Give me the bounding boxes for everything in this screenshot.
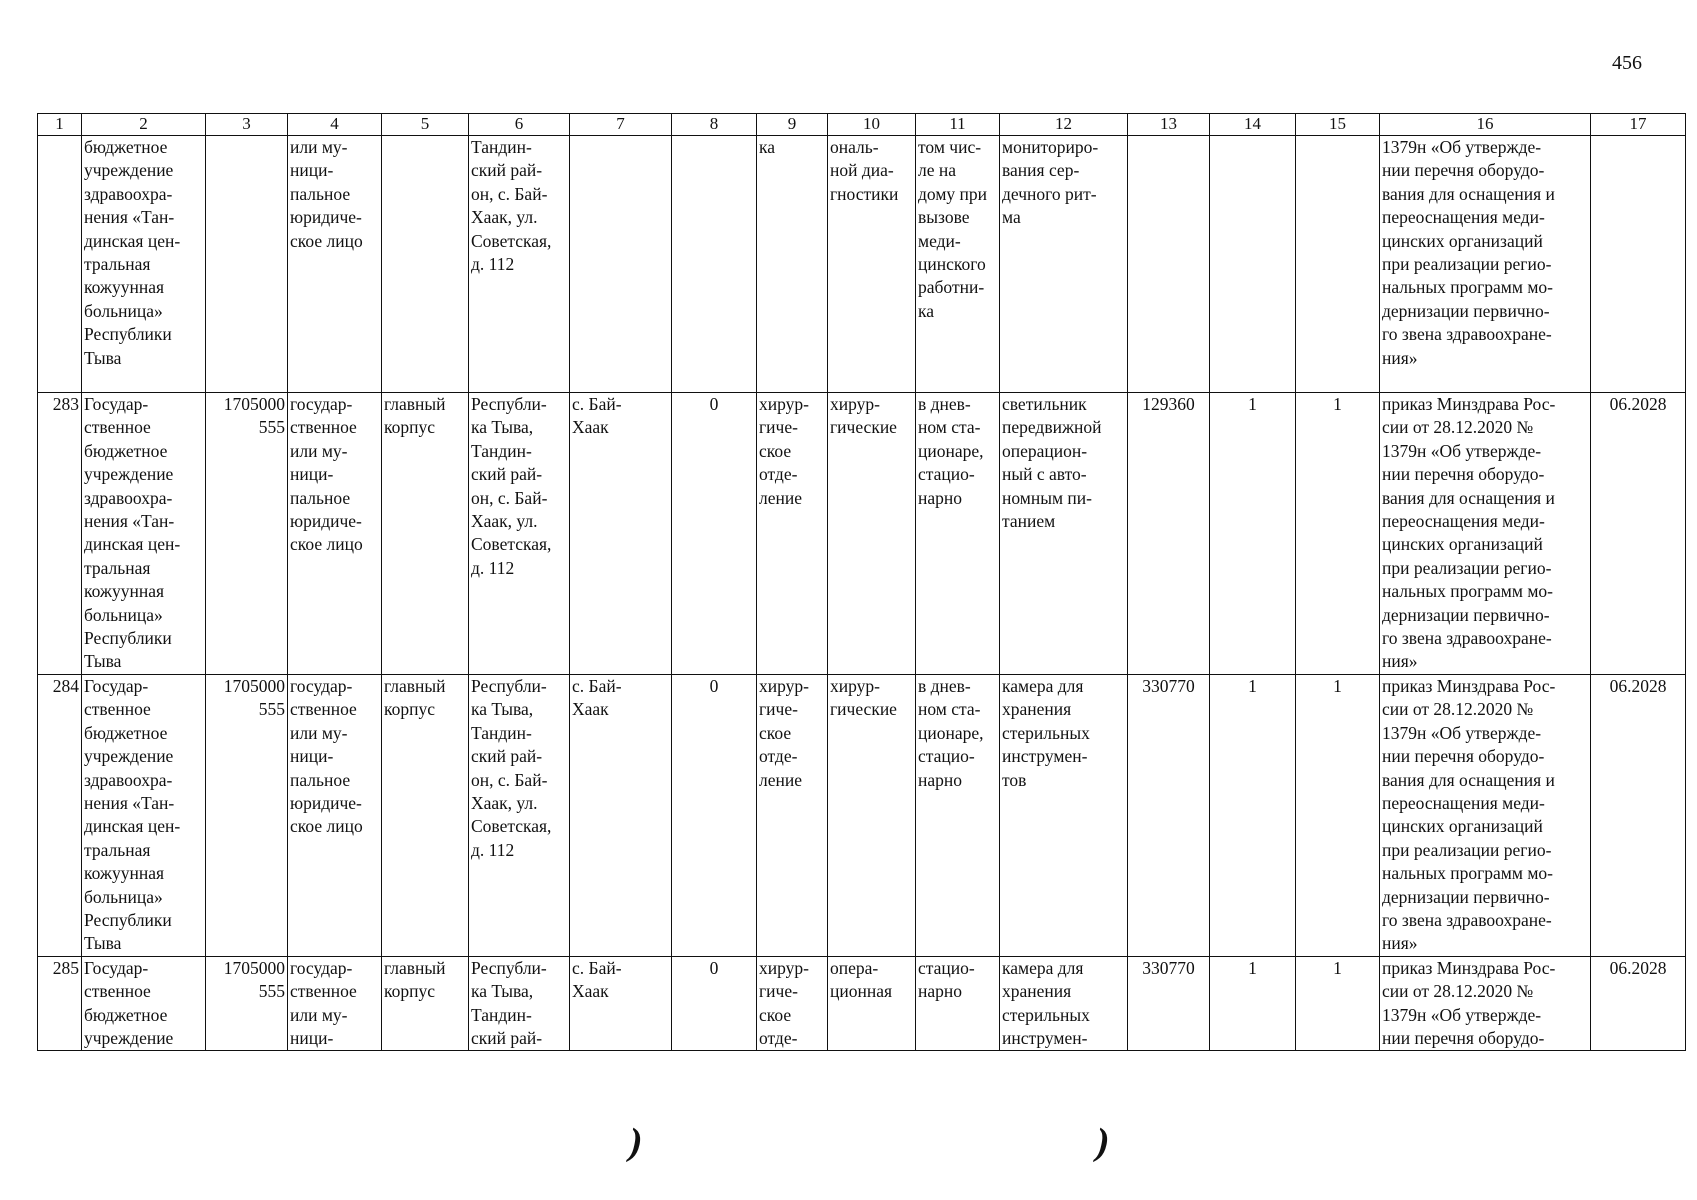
header-cell: 11 [916,114,1000,136]
header-cell: 6 [469,114,570,136]
equipment-cell: светильник передвижной операцион- ный с авто- номным пи- танием [1000,393,1128,675]
row-number-cell [38,136,82,393]
organization-cell: Государ- ственное бюджетное учреждение [82,956,206,1051]
price-cell: 330770 [1128,956,1210,1051]
header-cell: 17 [1591,114,1686,136]
profile-cell: хирур- гические [828,393,916,675]
column-15-cell: 1 [1296,956,1380,1051]
legal-basis-cell: приказ Минздрава Рос- сии от 28.12.2020 № 1379н «Об утвержде- нии перечня оборудо- вания для оснащения и переоснащения меди- цинских организаций при реализации регио- нальных программ мо- дернизации первично- го звена здравоохране- ния» [1380,674,1591,956]
column-15-cell: 1 [1296,674,1380,956]
price-cell: 330770 [1128,674,1210,956]
price-cell: 129360 [1128,393,1210,675]
row-number-cell: 285 [38,956,82,1051]
conditions-cell: стацио- нарно [916,956,1000,1051]
code-cell: 1705000 555 [206,956,288,1051]
handwritten-mark: ) [624,1121,647,1163]
column-8-cell: 0 [672,956,757,1051]
conditions-cell: том чис- ле на дому при вызове меди- цинского работни- ка [916,136,1000,393]
organization-cell: Государ- ственное бюджетное учреждение здравоохра- нения «Тан- динская цен- тральная кожуунная больница» Республики Тыва [82,674,206,956]
address-cell: Республи- ка Тыва, Тандин- ский рай- он, с. Бай- Хаак, ул. Советская, д. 112 [469,674,570,956]
building-cell: главный корпус [382,393,469,675]
address-cell: Республи- ка Тыва, Тандин- ский рай- он, с. Бай- Хаак, ул. Советская, д. 112 [469,393,570,675]
table-row [38,136,1686,393]
conditions-cell: в днев- ном ста- ционаре, стацио- нарно [916,674,1000,956]
address-cell: Тандин- ский рай- он, с. Бай- Хаак, ул. Советская, д. 112 [469,136,570,393]
column-14-cell: 1 [1210,674,1296,956]
column-14-cell: 1 [1210,956,1296,1051]
column-8-cell [672,136,757,393]
legal-form-cell: государ- ственное или му- ници- пальное юридиче- ское лицо [288,674,382,956]
date-cell: 06.2028 [1591,674,1686,956]
profile-cell: ональ- ной диа- гностики [828,136,916,393]
locality-cell: с. Бай- Хаак [570,956,672,1051]
legal-basis-cell: приказ Минздрава Рос- сии от 28.12.2020 № 1379н «Об утвержде- нии перечня оборудо- вания для оснащения и переоснащения меди- цинских организаций при реализации регио- нальных программ мо- дернизации первично- го звена здравоохране- ния» [1380,393,1591,675]
header-cell: 12 [1000,114,1128,136]
header-cell: 4 [288,114,382,136]
building-cell: главный корпус [382,956,469,1051]
header-cell: 10 [828,114,916,136]
department-cell: ка [757,136,828,393]
equipment-cell: мониториро- вания сер- дечного рит- ма [1000,136,1128,393]
code-cell: 1705000 555 [206,674,288,956]
locality-cell [570,136,672,393]
header-cell: 15 [1296,114,1380,136]
column-15-cell: 1 [1296,393,1380,675]
row-number-cell: 284 [38,674,82,956]
date-cell: 06.2028 [1591,956,1686,1051]
date-cell: 06.2028 [1591,393,1686,675]
code-cell [206,136,288,393]
equipment-cell: камера для хранения стерильных инструмен- [1000,956,1128,1051]
header-row [38,114,1686,136]
conditions-cell: в днев- ном ста- ционаре, стацио- нарно [916,393,1000,675]
header-cell: 9 [757,114,828,136]
profile-cell: опера- ционная [828,956,916,1051]
column-14-cell: 1 [1210,393,1296,675]
header-cell: 1 [38,114,82,136]
legal-form-cell: государ- ственное или му- ници- [288,956,382,1051]
building-cell [382,136,469,393]
legal-form-cell: государ- ственное или му- ници- пальное юридиче- ское лицо [288,393,382,675]
building-cell: главный корпус [382,674,469,956]
row-number-cell: 283 [38,393,82,675]
equipment-table [37,113,1686,1051]
header-cell: 16 [1380,114,1591,136]
department-cell: хирур- гиче- ское отде- ление [757,393,828,675]
column-14-cell [1210,136,1296,393]
header-cell: 3 [206,114,288,136]
header-cell: 2 [82,114,206,136]
organization-cell: Государ- ственное бюджетное учреждение здравоохра- нения «Тан- динская цен- тральная кожуунная больница» Республики Тыва [82,393,206,675]
header-cell: 8 [672,114,757,136]
legal-basis-cell: 1379н «Об утвержде- нии перечня оборудо- вания для оснащения и переоснащения меди- цинских организаций при реализации регио- нальных программ мо- дернизации первично- го звена здравоохране- ния» [1380,136,1591,393]
column-8-cell: 0 [672,393,757,675]
header-cell: 13 [1128,114,1210,136]
locality-cell: с. Бай- Хаак [570,393,672,675]
column-15-cell [1296,136,1380,393]
department-cell: хирур- гиче- ское отде- [757,956,828,1051]
handwritten-mark: ) [1091,1121,1114,1163]
price-cell [1128,136,1210,393]
equipment-cell: камера для хранения стерильных инструмен- тов [1000,674,1128,956]
table-row [38,674,1686,956]
legal-form-cell: или му- ници- пальное юридиче- ское лицо [288,136,382,393]
locality-cell: с. Бай- Хаак [570,674,672,956]
legal-basis-cell: приказ Минздрава Рос- сии от 28.12.2020 № 1379н «Об утвержде- нии перечня оборудо- [1380,956,1591,1051]
date-cell [1591,136,1686,393]
address-cell: Республи- ка Тыва, Тандин- ский рай- [469,956,570,1051]
table-row [38,956,1686,1051]
table-row [38,393,1686,675]
header-cell: 5 [382,114,469,136]
column-8-cell: 0 [672,674,757,956]
profile-cell: хирур- гические [828,674,916,956]
page-number: 456 [1612,52,1642,74]
organization-cell: бюджетное учреждение здравоохра- нения «Тан- динская цен- тральная кожуунная больница» Республики Тыва [82,136,206,393]
code-cell: 1705000 555 [206,393,288,675]
department-cell: хирур- гиче- ское отде- ление [757,674,828,956]
header-cell: 14 [1210,114,1296,136]
header-cell: 7 [570,114,672,136]
